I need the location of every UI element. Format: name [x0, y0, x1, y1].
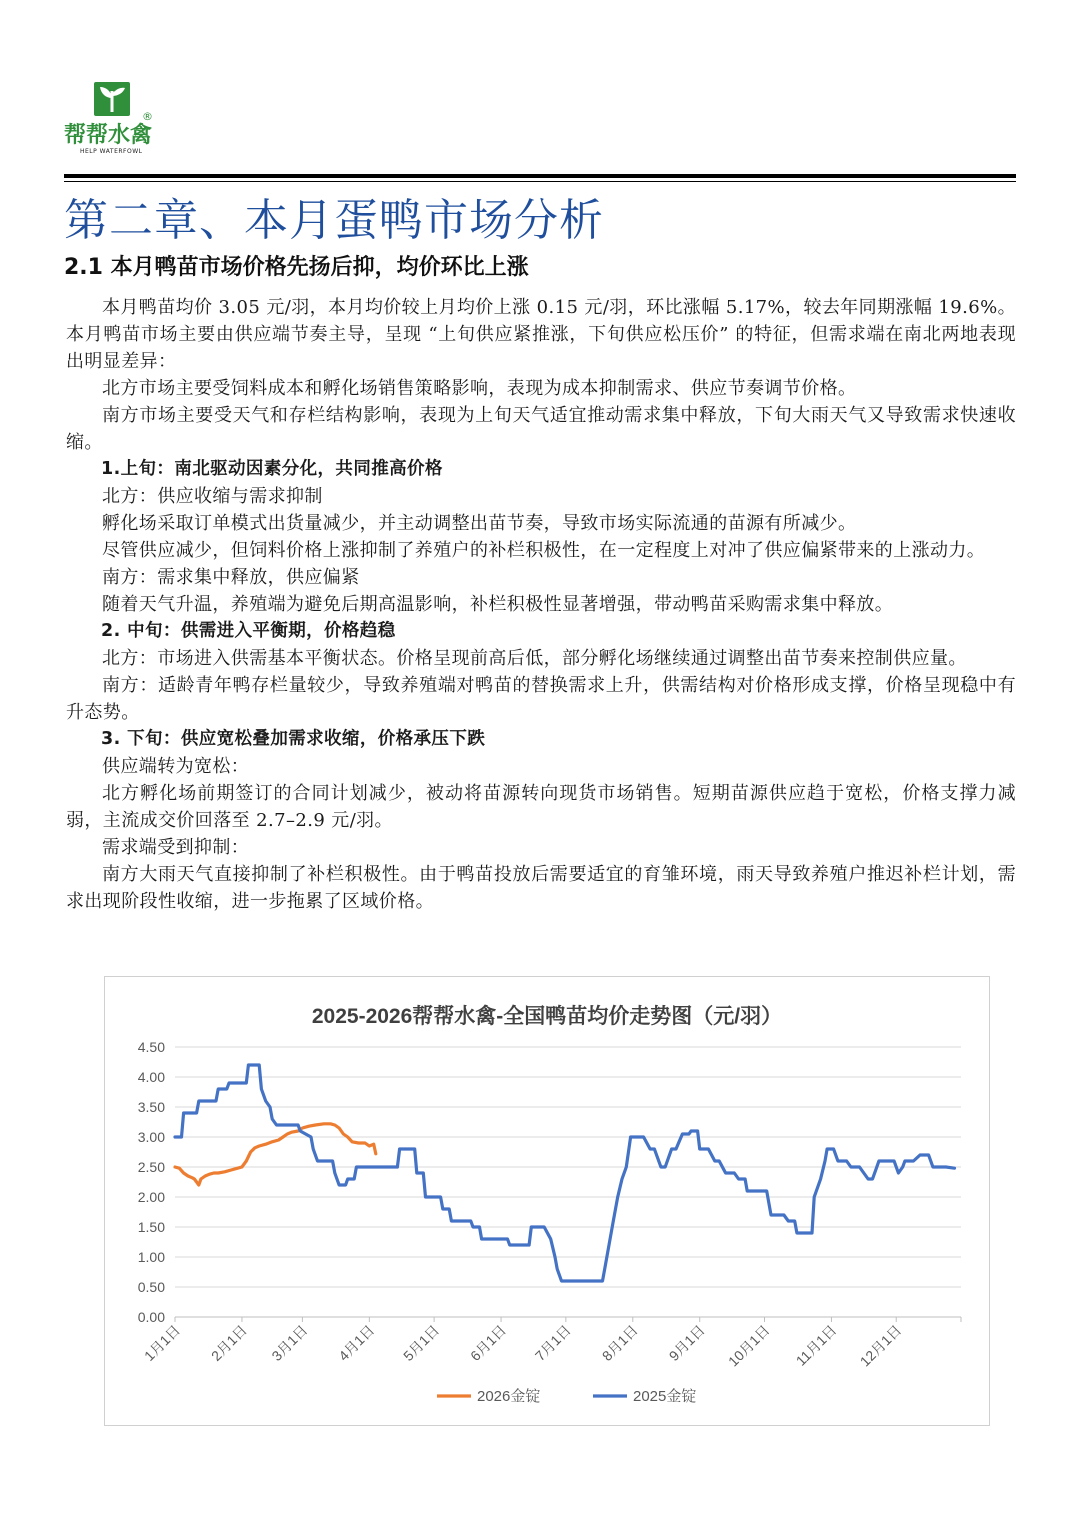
- x-tick-label: 11月1日: [792, 1321, 840, 1369]
- x-tick-label: 7月1日: [531, 1321, 574, 1364]
- y-tick-label: 3.00: [137, 1129, 165, 1145]
- paragraph: 本月鸭苗均价 3.05 元/羽，本月均价较上月均价上涨 0.15 元/羽，环比涨幅 5.17%，较去年同期涨幅 19.6%。本月鸭苗市场主要由供应端节奏主导，呈现 “上旬供应紧推涨，下旬供应松压价” 的特征，但需求端在南北两地表现出明显差异：: [66, 297, 1016, 372]
- paragraph: 北方：供应收缩与需求抑制: [102, 486, 323, 507]
- paragraph: 南方：适龄青年鸭存栏量较少，导致养殖端对鸭苗的替换需求上升，供需结构对价格形成支撑，价格呈现稳中有升态势。: [66, 675, 1016, 723]
- x-tick-label: 4月1日: [335, 1321, 378, 1364]
- x-tick-label: 9月1日: [665, 1321, 708, 1364]
- y-tick-label: 1.50: [137, 1219, 165, 1235]
- chart-svg: [105, 977, 989, 1425]
- paragraph: 需求端受到抑制：: [102, 837, 250, 858]
- subheading: 3. 下旬：供应宽松叠加需求收缩，价格承压下跌: [101, 729, 486, 749]
- paragraph: 孵化场采取订单模式出货量减少，并主动调整出苗节奏，导致市场实际流通的苗源有所减少。: [102, 513, 857, 534]
- paragraph: 北方：市场进入供需基本平衡状态。价格呈现前高后低，部分孵化场继续通过调整出苗节奏来控制供应量。: [102, 648, 967, 669]
- paragraph: 北方市场主要受饲料成本和孵化场销售策略影响，表现为成本抑制需求、供应节奏调节价格。: [102, 378, 857, 399]
- price-trend-chart: [104, 976, 990, 1426]
- header-rule-thick: [64, 174, 1016, 178]
- y-tick-label: 2.00: [137, 1189, 165, 1205]
- x-tick-label: 2月1日: [207, 1321, 251, 1364]
- y-tick-label: 4.00: [137, 1069, 165, 1085]
- paragraph: 南方：需求集中释放，供应偏紧: [102, 567, 360, 588]
- section-title: 2.1 本月鸭苗市场价格先扬后抑，均价环比上涨: [64, 255, 529, 280]
- body-text: [66, 294, 1016, 915]
- subheading: 1.上旬：南北驱动因素分化，共同推高价格: [101, 459, 443, 479]
- y-tick-label: 1.00: [137, 1249, 165, 1265]
- y-tick-label: 0.50: [137, 1279, 165, 1295]
- legend-label: 2026金锭: [477, 1388, 541, 1405]
- y-tick-label: 4.50: [137, 1039, 165, 1055]
- subheading: 2. 中旬：供需进入平衡期，价格趋稳: [101, 621, 396, 641]
- legend-label: 2025金锭: [633, 1388, 697, 1405]
- paragraph: 南方市场主要受天气和存栏结构影响，表现为上旬天气适宜推动需求集中释放，下旬大雨天气又导致需求快速收缩。: [66, 405, 1016, 453]
- logo-text-en: HELP WATERFOWL: [80, 148, 143, 155]
- x-tick-label: 10月1日: [724, 1321, 773, 1370]
- paragraph: 随着天气升温，养殖端为避免后期高温影响，补栏积极性显著增强，带动鸭苗采购需求集中释放。: [102, 594, 894, 615]
- series-line-2025: [175, 1065, 955, 1281]
- x-tick-label: 5月1日: [400, 1321, 443, 1364]
- paragraph: 南方大雨天气直接抑制了补栏积极性。由于鸭苗投放后需要适宜的育雏环境，雨天导致养殖户推迟补栏计划，需求出现阶段性收缩，进一步拖累了区域价格。: [66, 864, 1016, 912]
- x-tick-label: 1月1日: [140, 1321, 184, 1364]
- x-tick-label: 12月1日: [856, 1321, 905, 1370]
- sprout-logo-icon: [94, 82, 130, 116]
- y-tick-label: 2.50: [137, 1159, 165, 1175]
- header-rule-thin: [64, 181, 1016, 182]
- series-line-2026: [175, 1124, 376, 1185]
- paragraph: 北方孵化场前期签订的合同计划减少，被动将苗源转向现货市场销售。短期苗源供应趋于宽松，价格支撑力减弱，主流成交价回落至 2.7–2.9 元/羽。: [66, 783, 1016, 831]
- chapter-title: 第二章、本月蛋鸭市场分析: [64, 195, 604, 246]
- registered-mark: ®: [142, 110, 153, 123]
- x-tick-label: 8月1日: [598, 1321, 641, 1364]
- brand-logo: [62, 82, 162, 162]
- y-tick-label: 0.00: [137, 1309, 165, 1325]
- x-tick-label: 3月1日: [268, 1321, 311, 1364]
- paragraph: 供应端转为宽松：: [102, 756, 250, 777]
- paragraph: 尽管供应减少，但饲料价格上涨抑制了养殖户的补栏积极性，在一定程度上对冲了供应偏紧带来的上涨动力。: [102, 540, 986, 561]
- x-tick-label: 6月1日: [467, 1321, 510, 1364]
- y-tick-label: 3.50: [137, 1099, 165, 1115]
- logo-text-cn: 帮帮水禽: [64, 123, 153, 148]
- chart-title: 2025-2026帮帮水禽-全国鸭苗均价走势图（元/羽）: [311, 1005, 783, 1028]
